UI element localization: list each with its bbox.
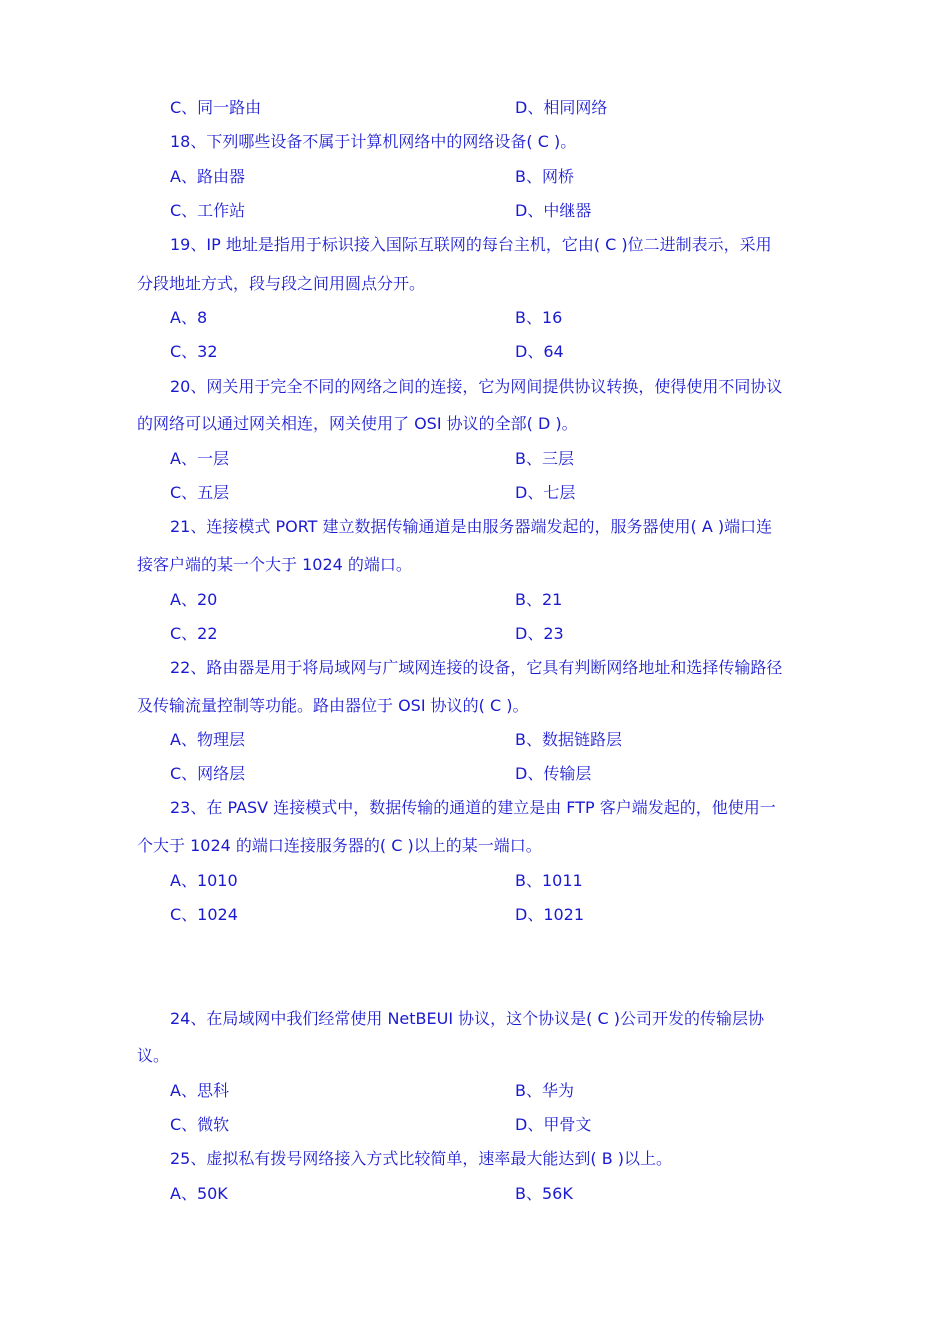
answer-option: B、华为 [515,1081,574,1100]
option-row [0,442,950,476]
question-stem: 21、连接模式 PORT 建立数据传输通道是由服务器端发起的，服务器使用( A )端口连 [170,517,773,536]
answer-option: A、8 [170,308,208,327]
option-row [0,1074,950,1108]
option-row [0,194,950,228]
option-row [0,335,950,369]
answer-option: B、数据链路层 [515,730,622,749]
answer-option: D、甲骨文 [515,1115,592,1134]
option-row [0,617,950,651]
answer-option: C、网络层 [170,764,246,783]
option-row [0,723,950,757]
answer-option: D、相同网络 [515,98,608,117]
answer-option: C、工作站 [170,201,246,220]
question-stem: 19、IP 地址是指用于标识接入国际互联网的每台主机，它由( C )位二进制表示，采用 [170,235,772,254]
answer-option: A、一层 [170,449,229,468]
question-continuation: 个大于 1024 的端口连接服务器的( C )以上的某一端口。 [137,836,542,855]
answer-option: C、1024 [170,905,238,924]
question-continuation: 的网络可以通过网关相连，网关使用了 OSI 协议的全部( D )。 [137,414,578,433]
answer-option: B、三层 [515,449,574,468]
option-row [0,864,950,898]
answer-option: A、路由器 [170,167,245,186]
answer-option: D、64 [515,342,564,361]
option-row [0,301,950,335]
answer-option: A、20 [170,590,218,609]
answer-option: D、七层 [515,483,576,502]
answer-option: A、50K [170,1184,228,1203]
question-continuation: 分段地址方式，段与段之间用圆点分开。 [137,274,426,293]
option-row [0,476,950,510]
answer-option: D、传输层 [515,764,592,783]
option-row [0,757,950,791]
question-stem: 25、虚拟私有拨号网络接入方式比较简单，速率最大能达到( B )以上。 [170,1149,672,1168]
answer-option: D、23 [515,624,564,643]
question-stem: 23、在 PASV 连接模式中，数据传输的通道的建立是由 FTP 客户端发起的，他使用一 [170,798,776,817]
answer-option: B、1011 [515,871,583,890]
option-row [0,898,950,932]
answer-option: C、微软 [170,1115,230,1134]
question-stem: 22、路由器是用于将局域网与广域网连接的设备，它具有判断网络地址和选择传输路径 [170,658,783,677]
answer-option: B、21 [515,590,563,609]
question-continuation: 议。 [137,1046,170,1065]
question-continuation: 及传输流量控制等功能。路由器位于 OSI 协议的( C )。 [137,696,529,715]
answer-option: D、1021 [515,905,585,924]
answer-option: C、22 [170,624,218,643]
answer-option: A、思科 [170,1081,229,1100]
answer-option: C、五层 [170,483,230,502]
answer-option: B、16 [515,308,563,327]
option-row [0,91,950,125]
question-stem: 20、网关用于完全不同的网络之间的连接，它为网间提供协议转换，使得使用不同协议 [170,377,783,396]
answer-option: D、中继器 [515,201,592,220]
answer-option: C、同一路由 [170,98,262,117]
option-row [0,160,950,194]
answer-option: B、网桥 [515,167,574,186]
question-stem: 18、下列哪些设备不属于计算机网络中的网络设备( C )。 [170,132,577,151]
answer-option: C、32 [170,342,218,361]
question-continuation: 接客户端的某一个大于 1024 的端口。 [137,555,412,574]
option-row [0,1177,950,1211]
answer-option: A、物理层 [170,730,245,749]
question-stem: 24、在局域网中我们经常使用 NetBEUI 协议，这个协议是( C )公司开发的传输层协 [170,1009,764,1028]
option-row [0,1108,950,1142]
answer-option: A、1010 [170,871,238,890]
answer-option: B、56K [515,1184,573,1203]
option-row [0,583,950,617]
